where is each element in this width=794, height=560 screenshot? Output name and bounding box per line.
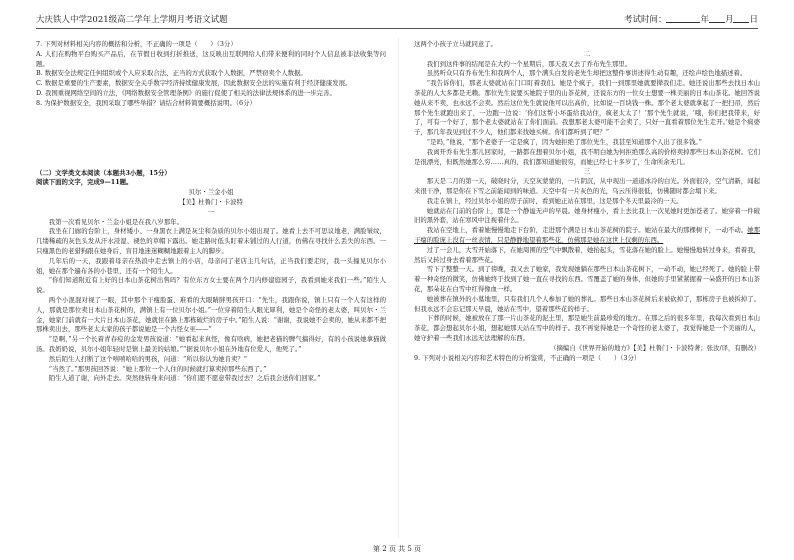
paragraph: 我们到这件事的结尾是在大约一个星期后，那天我又去了乔布先生那里。 [426,59,632,68]
page-header [36,6,758,29]
q7-option-a: A. 人们在购物平台购买产品后，在节假日收到打折推送，这反映出互联网给人们带来便利的同时个人信息被非法收集等问题。 [36,49,386,68]
paragraph: 那天是二月的第一天，破晓时分，天空灰蒙蒙的，一片阴沉，从中现出一道道冰冷的白光。外面很冷，空气清新，闻起来很干净，那是你在下雪之前能闻到的味道。天空中有一片灰色的光，乌云压得很低，仿佛随时都会塌下来。 [414,177,760,195]
paragraph: 几年后的一天，我跟着母亲在热浪中走去镇上的小店，母亲问了老店主几句话，正当我们要走时，我一头撞见贝尔小姐，她在那个遍布各的小巷里，还有一个陌生人。 [36,256,386,275]
paragraph: 我走在镇上，经过贝尔小姐的房子前时，看到她正站在那里，这是那个冬天里最冷的一天。 [426,196,683,205]
paragraph: “你们知道附近有上好的日本山茶花树出售吗？有位东方女士要在两个月内修建庭园子，我看到她来我们一些。”陌生人说。 [36,276,386,295]
source-note: （摘编自《世界开始的地方》【美】杜鲁门・卡波特著；张汝/译，有删改） [550,343,760,352]
part-one-marker: 一 [207,207,215,216]
part-three-marker: 三 [583,167,591,176]
right-column [414,40,760,540]
paragraph: 陌生人道了谢，向外走去。突然他转身来问道：“你们愿不愿意带我过去？之后我会送你们回家。” [48,374,321,383]
year-label: 年 [700,15,709,25]
exam-time-label: 考试时间： [623,15,667,25]
paragraph: 我坐在门廊的台阶上，身材矮小、一身黑衣上满是灰尘和杂质的贝尔小姐出现了。她看上去不可思议地老，满脸皱纹，几缕稀疏的灰色头发从汗水浸湿、褪色的草帽下露出。她走路时低头盯着未铺过的人行道，仿佛在寻找什么丢失的东西。一只瘦黑色的老猎狗跟在她身后，盲目地迷迷糊糊地跟着主人的脚步。 [36,227,386,255]
story-author: 【美】杜鲁门・卡波特 [179,197,243,206]
paragraph: 这两个小孩子立马就同意了。 [414,40,498,48]
paragraph: 过了一会儿，大雪开始落下，在她周围的空气中飘散着，她抬起头，雪花落在她的脸上。她慢慢地转过身来，看着我，然后又转过身去看着那些花。 [414,245,760,264]
column-divider [398,38,399,538]
question-8: 8. 为保护数据安全，我国采取了哪些举措？请结合材料简要概括说明。（6分） [36,98,256,107]
page-footer: 第 2 页 共 5 页 [372,545,422,553]
underlined-sentence: 她那干瘪的脸庞上没有一丝表情，只是静静地望着那些花，仿佛那是她在这世上仅剩的东西。 [414,226,761,244]
month-label: 月 [724,15,734,25]
paragraph [414,226,760,246]
reading-instruction: 阅读下面的文字，完成9—11题。 [36,178,133,187]
paragraph: 雪下了整整一天。到了傍晚，我又去了她家，我发现她躺在那些日本山茶花树下，一动不动，她已经死了。她的脸上带着一种奇怪的微笑，仿佛她终于找到了她一直在寻找的东西。雪覆盖了她的身体，但她的手里紧紧握着一朵盛开的日本山茶花，那朵花在白雪中红得像血一样。 [414,265,760,293]
day-label: 日 [749,15,758,25]
exam-title: 大庆铁人中学2021级高二学年上学期月考语文试题 [36,15,228,25]
paragraph: 她被葬在镇外的小墓地里，只有我们几个人参加了她的葬礼。那些日本山茶花树后来被砍掉了，那栋房子也被拆掉了。但我永远不会忘记那天早晨，她站在雪中，望着那些花的样子。 [414,294,760,313]
paragraph: 虽然听众只有乔布先生和我两个人，那个满头白发的老先生却把这整件事讲述得生动有趣，还绘声绘色地描述着。 [426,69,747,78]
section-heading: （二）文学类文本阅读（本题共3小题，15分） [36,168,171,177]
question-7: 7. 下列对材料相关内容的概括和分析，不正确的一项是（ ）（3分） [36,40,237,48]
story-title: 贝尔・兰金小姐 [188,188,234,197]
exam-time [624,13,758,25]
paragraph-text: 我站在空地上，看着她慢慢地走下台阶，走进那个满是日本山茶花树的院子。她站在最大的那棵树下，一动不动。 [426,226,748,235]
q7-option-d: D. 我国重视网络空间的立法，《网络数据安全管理条例》的施行促使了相关的法律法规体系的进一步完善。 [36,88,336,97]
paragraph: “是吗，”他说，“那个老婆子一定是疯了，因为她拒绝了那位先生，我甚至知道那个人出了很多钱。” [426,137,702,146]
paragraph: “我告诉你们，那老太婆就站在门口盯着我们。她是个疯子，我们一到那里她就要撵我们走。她还说出那些去找日本山茶花的人大多都是无赖。那位先生说要买她院子里的山茶花树，还说东方的一位女士想要一株美丽的日本山茶花。她回答说她从来不卖，也永远不会卖。然后这位先生就说他可以出高价，比如说一百块钱一株。那个老太婆就拿起了一把扫帚，然后那个先生就跑出来了，一边跑一边说：‘你们这帮小坏蛋给我站住，疯老太太了！’那个先生就说，‘哦，你们把我带来，好了，可有一个好了，那个老太婆就站在了你们面前。我想那老太婆可能不会卖了，只好一直看着那位先生走开。’她是个疯婆子，那几年我见到过不少人，他们都来找她买树。你们都听到了吧？” [414,79,760,137]
q7-option-c: C. 数据是重要的生产要素，数据安全关乎数字经济持续健康发展，因此数据安全法的实施有利于经济健康发展。 [36,79,352,88]
paragraph: 她就站在门前的台阶上，那是一个静谧无声的早晨。她身材瘦小，看上去比我上一次见她时更加苍老了。她穿着一件破旧的黑外套，站在寒风中注视着什么。 [414,206,760,225]
q7-option-b: B. 数据安全法规定任何组织或个人应采取合法、正当的方式获取个人数据，严禁窃卖个人数据。 [36,69,307,78]
left-column [36,40,386,540]
paragraph: 下葬的时候，她被放在了那一片山茶花的泥土里，那是她生前最珍爱的地方。在那之后的很多年里，我每次看到日本山茶花，都会想起贝尔小姐，想起她那天站在雪中的样子。我不再觉得她是一个奇怪的老太婆了，我觉得她是一个美丽的人，她守护着一些我们永远无法理解的东西。 [414,314,760,342]
paragraph: 然后陌生人打断了这个嘻嘻哈哈的男孩，问道：“所以你认为她肯卖？” [48,354,248,363]
question-9: 9. 下列对小说相关内容和艺术特色的分析鉴赏，不正确的一项是（ ）（3分） [414,353,641,362]
paragraph: “当然了。”那男孩回答说：“她上那位一个人住的时候就打算卖掉那些东西了。” [48,364,267,373]
paragraph: 两个小混混对视了一眼，其中那个干瘦脸蛋、难看的大眼睛胖男孩开口：“先生，我跟你说，镇上只有一个人有这样的人，那就是那位卖日本山茶花树的，满镇上有一位贝尔小姐。”一位穿着陌生人眼光犀利，她是个奇怪的老太婆，叫贝尔・兰金，她家门前就有一大片日本山茶花，她就住在路上那栋破烂的房子中。”陌生人说：“谢谢，我说她不会卖的，她从来都不把那株卖出去，那些老太太家的孩子都说她是一个古怪女巫——” [36,295,386,334]
paragraph: “是啊，”另一个长着青春痘的金发男孩说道：“她看起来真怪，像有啥病，她把老猫的脾气搞得好，有的小孩说她拿猫做汤。我奶奶说，贝尔小姐年轻时是镇上最美的姑娘。”“据说贝尔小姐在外地有位爱人，他死了。” [36,335,386,353]
part-two-marker: 二 [583,49,591,58]
paragraph: 我离开乔布先生那儿回家时，一路都在想着贝尔小姐，我不明白她为何拒绝那么高的价格卖掉那些日本山茶花树。它们是很漂亮，但既然她那么穷……真的，我们都知道她很穷，而她已经七十多岁了，生命所余无几。 [414,147,760,166]
paragraph: 我第一次看见贝尔・兰金小姐是在我八岁那年。 [48,217,183,226]
